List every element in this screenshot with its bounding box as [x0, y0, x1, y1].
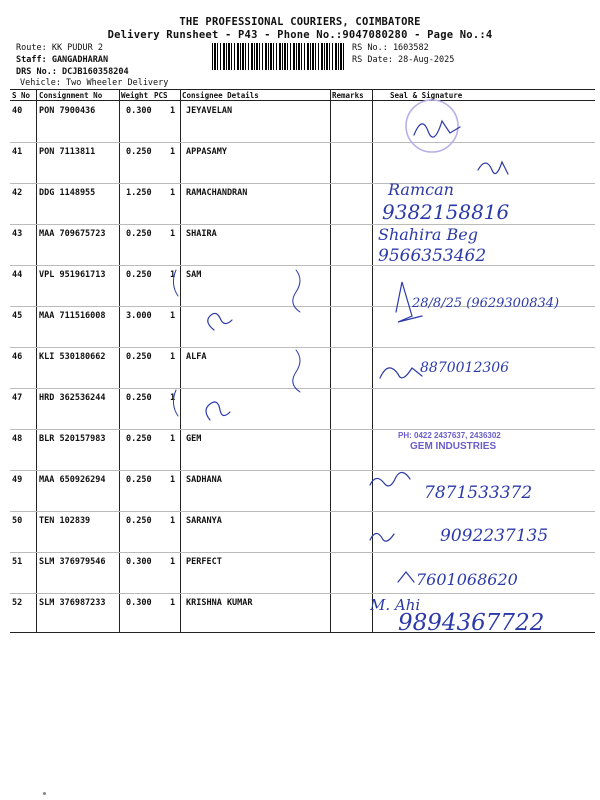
col-header-consignment: Consignment No	[39, 91, 103, 100]
handwritten-signature: Ramcan	[388, 180, 454, 199]
cell-weight: 0.250	[126, 270, 152, 280]
cell-weight: 0.250	[126, 516, 152, 526]
handwritten-signature: M. Ahi	[370, 596, 421, 614]
cell-consignment: MAA 709675723	[39, 229, 106, 239]
cell-pcs: 1	[170, 311, 176, 321]
cell-consignment: TEN 102839	[39, 516, 91, 526]
bracket-row47	[173, 390, 178, 416]
cell-pcs: 1	[170, 188, 176, 198]
cell-consignee: JEYAVELAN	[186, 106, 233, 116]
cell-pcs: 1	[170, 270, 176, 280]
col-header-weight: Weight	[121, 91, 149, 100]
signature-row50	[370, 533, 394, 541]
runsheet-subtitle: Delivery Runsheet - P43 - Phone No.:9047080280 - Page No.:4	[107, 29, 493, 41]
signature-row49	[370, 472, 410, 485]
route-text: Route: KK PUDUR 2	[16, 43, 103, 53]
cell-consignee: ALFA	[186, 352, 207, 362]
cell-weight: 0.250	[126, 434, 152, 444]
bracket-row44	[173, 270, 178, 296]
scribble-row47	[206, 402, 230, 420]
cell-weight: 0.250	[126, 475, 152, 485]
cell-sno: 46	[12, 352, 23, 362]
cell-sno: 41	[12, 147, 23, 157]
cell-pcs: 1	[170, 516, 176, 526]
company-stamp-name: GEM INDUSTRIES	[410, 441, 497, 452]
cell-weight: 0.300	[126, 557, 152, 567]
cell-weight: 0.300	[126, 598, 152, 608]
cell-sno: 48	[12, 434, 23, 444]
brace-row46	[293, 350, 300, 392]
cell-pcs: 1	[170, 434, 176, 444]
cell-pcs: 1	[170, 393, 176, 403]
cell-consignment: VPL 951961713	[39, 270, 106, 280]
cell-consignment: KLI 530180662	[39, 352, 106, 362]
cell-weight: 3.000	[126, 311, 152, 321]
cell-sno: 52	[12, 598, 23, 608]
cell-weight: 0.250	[126, 229, 152, 239]
signature-row41	[478, 162, 508, 174]
cell-sno: 49	[12, 475, 23, 485]
cell-consignment: PON 7900436	[39, 106, 96, 116]
handwritten-phone: 9382158816	[382, 200, 510, 224]
scribble-row45	[208, 313, 232, 330]
cell-sno: 47	[12, 393, 23, 403]
cell-weight: 0.250	[126, 393, 152, 403]
cell-sno: 44	[12, 270, 23, 280]
drs-text: DRS No.: DCJB160358204	[16, 67, 129, 77]
cell-consignment: SLM 376987233	[39, 598, 106, 608]
cell-consignee: PERFECT	[186, 557, 222, 567]
signature-row46	[380, 368, 422, 378]
vehicle-text: Vehicle: Two Wheeler Delivery	[20, 78, 169, 88]
col-header-pcs: PCS	[154, 91, 168, 100]
cell-consignment: SLM 376979546	[39, 557, 106, 567]
cell-consignment: DDG 1148955	[39, 188, 96, 198]
cell-pcs: 1	[170, 147, 176, 157]
cell-pcs: 1	[170, 598, 176, 608]
handwritten-signature: Shahira Beg	[378, 225, 478, 244]
company-title: THE PROFESSIONAL COURIERS, COIMBATORE	[179, 16, 421, 28]
handwritten-phone: 7601068620	[416, 570, 518, 589]
cell-consignment: BLR 520157983	[39, 434, 106, 444]
cell-consignment: PON 7113811	[39, 147, 96, 157]
col-header-remarks: Remarks	[332, 91, 364, 100]
rs-date: RS Date: 28-Aug-2025	[352, 55, 455, 65]
handwritten-phone: 8870012306	[420, 360, 510, 376]
cell-sno: 42	[12, 188, 23, 198]
cell-pcs: 1	[170, 475, 176, 485]
scan-speck	[43, 792, 46, 795]
cell-weight: 0.250	[126, 147, 152, 157]
cell-weight: 0.250	[126, 352, 152, 362]
cell-pcs: 1	[170, 106, 176, 116]
handwritten-phone: 9092237135	[440, 526, 549, 546]
cell-weight: 1.250	[126, 188, 152, 198]
staff-text: Staff: GANGADHARAN	[16, 55, 109, 65]
handwritten-phone: 9894367722	[398, 610, 545, 636]
cell-consignee: APPASAMY	[186, 147, 227, 157]
handwritten-phone: 9566353462	[378, 246, 487, 266]
cell-sno: 43	[12, 229, 23, 239]
cell-sno: 40	[12, 106, 23, 116]
handwritten-phone: 7871533372	[424, 483, 533, 503]
handwritten-phone: 28/8/25 (9629300834)	[412, 296, 560, 311]
cell-consignee: SHAIRA	[186, 229, 217, 239]
seal-circle	[406, 100, 458, 152]
cell-consignee: RAMACHANDRAN	[186, 188, 248, 198]
company-stamp-phone: PH: 0422 2437637, 2436302	[398, 431, 501, 440]
cell-consignee: SADHANA	[186, 475, 222, 485]
cell-sno: 51	[12, 557, 23, 567]
col-header-seal: Seal & Signature	[390, 91, 463, 100]
cell-pcs: 1	[170, 557, 176, 567]
col-header-sno: S No	[12, 91, 31, 100]
signature-row51	[398, 572, 414, 582]
cell-sno: 50	[12, 516, 23, 526]
cell-consignment: HRD 362536244	[39, 393, 106, 403]
cell-pcs: 1	[170, 352, 176, 362]
col-header-consignee: Consignee Details	[182, 91, 259, 100]
signature-row40	[414, 121, 460, 137]
cell-pcs: 1	[170, 229, 176, 239]
cell-consignee: KRISHNA KUMAR	[186, 598, 253, 608]
rs-number: RS No.: 1603582	[352, 43, 429, 53]
cell-consignee: SAM	[186, 270, 202, 280]
cell-weight: 0.300	[126, 106, 152, 116]
cell-sno: 45	[12, 311, 23, 321]
brace-row44	[293, 270, 300, 312]
cell-consignment: MAA 711516008	[39, 311, 106, 321]
cell-consignee: SARANYA	[186, 516, 222, 526]
cell-consignee: GEM	[186, 434, 202, 444]
cell-consignment: MAA 650926294	[39, 475, 106, 485]
